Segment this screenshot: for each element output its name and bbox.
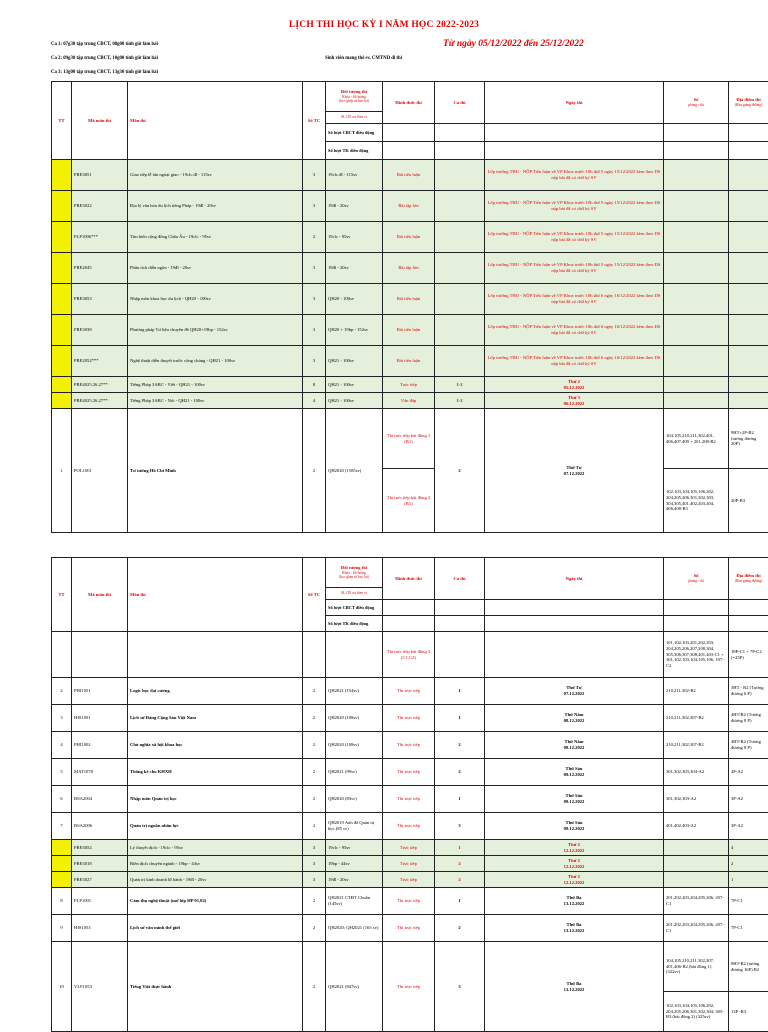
row-tt: 9	[52, 915, 72, 942]
header2-ngay-thi: Ngày thi	[485, 558, 664, 600]
row-tt: 2	[52, 678, 72, 705]
row-tc: 3	[303, 253, 326, 284]
table-row	[52, 915, 768, 942]
row-dd: 3HT - B2 (Tương đương 6 P)	[729, 678, 768, 705]
header-luot-cbct: Số lượt CBCT điều động	[326, 124, 383, 142]
row-ht: Thi trực tiếp	[383, 759, 435, 786]
row-tc: 4	[303, 393, 326, 409]
pre-phong: 101,102,103,201,202,203, 204,205,206,207,208,304, 305,306,307,308,401,403-C1 + 101,102,103,104,105,106, 107-C2	[664, 632, 729, 678]
row-ngay: Thứ 2 05.12.2022	[485, 377, 664, 393]
row-tt	[52, 222, 72, 253]
pol-mon: Tư tưởng Hồ Chí Minh	[128, 409, 303, 533]
row-phong: 401,402,403-A2	[664, 813, 729, 840]
row-ht: Bài tiểu luận	[383, 160, 435, 191]
row-tt: 3	[52, 705, 72, 732]
row-tt: 4	[52, 732, 72, 759]
row-ca	[435, 315, 485, 346]
row-ma: FRE2045	[72, 253, 128, 284]
row-ht: Bài tập lớn	[383, 253, 435, 284]
row-ca: 1-2	[435, 377, 485, 393]
row-tc: 3	[303, 872, 326, 888]
row-dt: QH2021 (99sv)	[326, 759, 383, 786]
shift-note-1: Ca 1: 07g30 tập trung CBCT, 08g00 tính giờ làm bài	[51, 42, 158, 47]
table-row	[52, 191, 768, 222]
row-ngay: Lớp trưởng THU - NỘP Tiểu luận về VP Khoa trước 10h thứ 5 ngày 15/12/2022 kèm theo DS nộp bài đã có chữ ký SV	[485, 253, 664, 284]
row-tc: 3	[303, 284, 326, 315]
row-tc: 3	[303, 160, 326, 191]
table-row	[52, 759, 768, 786]
row-ht: Bài tập lớn	[383, 191, 435, 222]
row-ma: FRE3027	[72, 872, 128, 888]
row-mon: Tìm hiểu cộng đồng Châu Âu - 19clc - 95sv	[128, 222, 303, 253]
row-dt: QH2021 (154sv)	[326, 678, 383, 705]
row-mon: Thống kê cho KHXH	[128, 759, 303, 786]
vlf-phong-2: 102,103,104,105,106,202, 204,205,206,301,302,304, 305-B3 (bài đồng 2) (325sv)	[664, 992, 729, 1032]
header2-luot-tk: Số lượt TK điều động	[326, 616, 383, 632]
row-ngay: Lớp trưởng THU - NỘP Tiểu luận về VP Khoa trước 10h thứ 5 ngày 15/12/2022 kèm theo DS nộp bài đã có chữ ký SV	[485, 222, 664, 253]
row-ht: Bài tiểu luận	[383, 346, 435, 377]
row-phong	[664, 222, 729, 253]
row-ma: FRE3018	[72, 856, 128, 872]
row-dd	[729, 377, 768, 393]
row-tt	[52, 393, 72, 409]
row-mon: Lịch sử Đảng Cộng Sản Việt Nam	[128, 705, 303, 732]
row-ngay: Thứ Năm 08.12.2022	[485, 705, 664, 732]
pol-dt: QH2020 (1585sv)	[326, 409, 383, 533]
row-dt: QH2020 (108sv)	[326, 705, 383, 732]
vlf-phong-1: 104,105,210,211,302,307, 401,406-B2 (bài đồng 1) (322sv)	[664, 942, 729, 992]
row-ma: FLF1006***	[72, 222, 128, 253]
row-tc: 2	[303, 786, 326, 813]
row-dt: QH21 - 100sv	[326, 346, 383, 377]
row-dt: QH21 - 100sv	[326, 377, 383, 393]
row-dd: 3P-A2	[729, 786, 768, 813]
row-dt: QH2019 Anh đã Quản trị học (85 sv)	[326, 813, 383, 840]
row-tt	[52, 284, 72, 315]
row-ngay: Thứ 2 12.12.2022	[485, 840, 664, 856]
row-ca: 2	[435, 759, 485, 786]
row-phong	[664, 315, 729, 346]
table-row	[52, 253, 768, 284]
row-ma: PHI1002	[72, 732, 128, 759]
row-phong: 301,302,303,304-A2	[664, 759, 729, 786]
header2-mon-thi: Môn thi	[128, 558, 303, 632]
row-tt	[52, 377, 72, 393]
row-tc: 2	[303, 888, 326, 915]
table-row	[52, 732, 768, 759]
pol-ngay: Thứ Tư 07.12.2022	[485, 409, 664, 533]
row-tt: 6	[52, 786, 72, 813]
row-tt: 5	[52, 759, 72, 786]
row-tt: 8	[52, 888, 72, 915]
row-dt: 19bp - 44sv	[326, 856, 383, 872]
row-dt: 19clc - 95sv	[326, 840, 383, 856]
row-ma: MAT1078	[72, 759, 128, 786]
row-mon: Logic học đại cương	[128, 678, 303, 705]
pol-dd-1: 9HT+2P-B2 (tương đương 20P)	[729, 409, 768, 469]
row-tc: 3	[303, 315, 326, 346]
row-mon: Lịch sử văn minh thế giới	[128, 915, 303, 942]
row-dt: QH2020 (108sv)	[326, 732, 383, 759]
row-dd: 3P-A2	[729, 813, 768, 840]
row-ca: 1	[435, 678, 485, 705]
vlf-ngay: Thứ Ba 13.12.2022	[485, 942, 664, 1032]
pre-ht: Thi trực tiếp bài đồng 3 (C1,C2)	[383, 632, 435, 678]
row-dt: QH2021 CTĐT Chuẩn (145sv)	[326, 888, 383, 915]
row-ma: FRE3053	[72, 284, 128, 315]
header-tt: TT	[52, 82, 72, 160]
row-ca: 2	[435, 732, 485, 759]
row-dd: 7P-C1	[729, 888, 768, 915]
row-ht: Trực tiếp	[383, 840, 435, 856]
row-phong: 210,211,302,307-B2	[664, 732, 729, 759]
row-phong	[664, 840, 729, 856]
row-mon: Phân tích diễn ngôn - 19đl - 20sv	[128, 253, 303, 284]
header2-ma-mon: Mã môn thi	[72, 558, 128, 632]
row-ht: Thi trực tiếp	[383, 786, 435, 813]
row-mon: Địa lý văn hóa du lịch tiếng Pháp - 19đl - 20sv	[128, 191, 303, 222]
row-ngay: Thứ Sáu 09.12.2022	[485, 759, 664, 786]
row-tc: 3	[303, 346, 326, 377]
header-ma-mon: Mã môn thi	[72, 82, 128, 160]
row-ngay: Thứ Sáu 09.12.2022	[485, 813, 664, 840]
row-ma: FRE3022	[72, 191, 128, 222]
row-ma: BSA2006	[72, 813, 128, 840]
row-phong	[664, 872, 729, 888]
row-ngay: Lớp trưởng THU - NỘP Tiểu luận về VP Khoa trước 10h thứ 6 ngày 16/12/2022 kèm theo DS nộp bài đã có chữ ký SV	[485, 315, 664, 346]
row-dd	[729, 222, 768, 253]
table-row	[52, 840, 768, 856]
row-ngay: Lớp trưởng THU - NỘP Tiểu luận về VP Khoa trước 10h thứ 5 ngày 15/12/2022 kèm theo DS nộp bài đã có chữ ký SV	[485, 191, 664, 222]
row-ht: Vấn đáp	[383, 393, 435, 409]
row-ca	[435, 160, 485, 191]
row-dd: 7P-C1	[729, 915, 768, 942]
row-ngay: Thứ Năm 08.12.2022	[485, 732, 664, 759]
header2-hinh-thuc: Hình thức thi	[383, 558, 435, 600]
row-mon: Biên dịch chuyên ngành - 19bp - 44sv	[128, 856, 303, 872]
header-luot-tk: Số lượt TK điều động	[326, 142, 383, 160]
header-dia-diem: Địa điểm thi (Khu giảng đường)	[729, 82, 768, 124]
vlf-tt: 10	[52, 942, 72, 1032]
row-mon: Quản trị nguồn nhân lực	[128, 813, 303, 840]
vlf-dt: QH2021 (847sv)	[326, 942, 383, 1032]
row-dd	[729, 315, 768, 346]
row-dd: 4P-A2	[729, 759, 768, 786]
row-ht: Thi trực tiếp	[383, 813, 435, 840]
row-dt: 19clc - 95sv	[326, 222, 383, 253]
pre-dd: 18P-C1 + 7P-C2 (=25P)	[729, 632, 768, 678]
row-phong: 301,302,303-A2	[664, 786, 729, 813]
row-ht: Thi trực tiếp	[383, 888, 435, 915]
row-phong	[664, 160, 729, 191]
row-ca	[435, 191, 485, 222]
row-ca: 3	[435, 813, 485, 840]
table-row	[52, 705, 768, 732]
row-phong	[664, 191, 729, 222]
table-row	[52, 888, 768, 915]
header2-luot-cbct: Số lượt CBCT điều động	[326, 600, 383, 616]
table-row	[52, 393, 768, 409]
header2-dia-diem: Địa điểm thi (Khu giảng đường)	[729, 558, 768, 600]
shift-note-3: Ca 3: 13g00 tập trung CBCT, 13g30 tính giờ làm bài	[51, 70, 158, 75]
row-tt	[52, 346, 72, 377]
row-ngay: Lớp trưởng THU - NỘP Tiểu luận về VP Khoa trước 10h thứ 5 ngày 15/12/2022 kèm theo DS nộp bài đã có chữ ký SV	[485, 160, 664, 191]
header2-so-phong: Số phòng - thi	[664, 558, 729, 600]
table-row	[52, 813, 768, 840]
row-dt: 19đl - 20sv	[326, 872, 383, 888]
row-tc: 2	[303, 732, 326, 759]
row-mon: Tiếng Pháp 3ABC - Nói - QH21 - 100sv	[128, 393, 303, 409]
row-dd: 4HT-B2 (Tương đương 8 P)	[729, 705, 768, 732]
row-tc: 2	[303, 813, 326, 840]
header2-so-tc: Số TC	[303, 558, 326, 632]
row-ma: FRE3051	[72, 160, 128, 191]
row-dt: 19clc.đl - 115sv	[326, 160, 383, 191]
row-dt: QH20 + 19bp - 152sv	[326, 315, 383, 346]
row-ca: 2	[435, 915, 485, 942]
row-ca: 2	[435, 856, 485, 872]
header-doi-tuong: Đối tượng thi Khóa - Số lượng (học ghép từ học lại)	[326, 82, 383, 112]
header2-doi-tuong: Đối tượng thi Khóa - Số lượng (học ghép từ học lại)	[326, 558, 383, 588]
row-tt	[52, 856, 72, 872]
row-tt	[52, 160, 72, 191]
row-ht: Thi trực tiếp	[383, 705, 435, 732]
table-row	[52, 872, 768, 888]
row-ht: Bài tiểu luận	[383, 315, 435, 346]
table-row	[52, 377, 768, 393]
table-row	[52, 678, 768, 705]
header2-ca-thi: Ca thi	[435, 558, 485, 600]
schedule-table-2	[51, 557, 768, 1032]
row-mon: Lý thuyết dịch - 19clc - 95sv	[128, 840, 303, 856]
pol-phong-2: 102,103,104,105,106,202, 204,205,206,301,302,303, 304,305,401,402,403,404, 406,408-B3	[664, 469, 729, 533]
header2-sl-cb: SL CB coi theo vị	[326, 588, 383, 600]
row-ma: FRE4025.26.27**	[72, 393, 128, 409]
row-tc: 2	[303, 759, 326, 786]
date-range: Từ ngày 05/12/2022 đến 25/12/2022	[443, 39, 584, 49]
row-ngay: Thứ 2 12.12.2022	[485, 856, 664, 872]
row-phong: 201,202,203,204,205,206, 207-C1	[664, 888, 729, 915]
row-mon: Chủ nghĩa xã hội khoa học	[128, 732, 303, 759]
vlf-mon: Tiếng Việt thực hành	[128, 942, 303, 1032]
row-ca: 1-2	[435, 393, 485, 409]
row-mon: Phương pháp Tư liệu chuyên đề QH20+19bp - 152sv	[128, 315, 303, 346]
row-ht: Thi trực tiếp	[383, 678, 435, 705]
shift-note-2: Ca 2: 09g30 tập trung CBCT, 10g00 tính giờ làm bài	[51, 56, 158, 61]
header-mon-thi: Môn thi	[128, 82, 303, 160]
table-row	[52, 346, 768, 377]
schedule-table-1	[51, 81, 768, 533]
row-ht: Thi trực tiếp	[383, 732, 435, 759]
row-phong	[664, 393, 729, 409]
row-tt	[52, 315, 72, 346]
row-phong: 201,202,203,204,205,206, 207-C1	[664, 915, 729, 942]
row-mon: Nhập môn khoa học du lịch - QH20 - 100sv	[128, 284, 303, 315]
table-row	[52, 160, 768, 191]
row-ca: 1	[435, 786, 485, 813]
row-ngay: Thứ Sáu 09.12.2022	[485, 786, 664, 813]
row-ca	[435, 346, 485, 377]
row-mon: Cảm thụ nghệ thuật (mở lớp HP 01,02)	[128, 888, 303, 915]
row-dd	[729, 393, 768, 409]
row-tt: 7	[52, 813, 72, 840]
pol-tt: 1	[52, 409, 72, 533]
row-tc: 3	[303, 840, 326, 856]
pol-dd-2: 20P-B3	[729, 469, 768, 533]
header-so-phong: Số phòng - thi	[664, 82, 729, 124]
row-ngay: Thứ 2 12.12.2022	[485, 872, 664, 888]
table-row	[52, 315, 768, 346]
row-tc: 2	[303, 705, 326, 732]
vlf-tc: 2	[303, 942, 326, 1032]
row-ma: PHI1051	[72, 678, 128, 705]
row-dd	[729, 253, 768, 284]
row-ca: 2	[435, 872, 485, 888]
row-dd	[729, 160, 768, 191]
row-mon: Nghệ thuật diễn thuyết trước công chúng - QH21 - 100sv	[128, 346, 303, 377]
row-ngay: Thứ Ba 13.12.2022	[485, 915, 664, 942]
row-phong: 210,211,302-B2	[664, 678, 729, 705]
vlf-dd-1: 8HT-B2 (tương đương 16P) B2	[729, 942, 768, 992]
row-phong: 210,211,302,307-B2	[664, 705, 729, 732]
row-ca	[435, 222, 485, 253]
row-tt	[52, 872, 72, 888]
row-ngay: Lớp trưởng THU - NỘP Tiểu luận về VP Khoa trước 10h thứ 6 ngày 16/12/2022 kèm theo DS nộp bài đã có chữ ký SV	[485, 284, 664, 315]
row-phong	[664, 377, 729, 393]
pol-ht-1: Thi trực tiếp bài đồng 1 (B1)	[383, 409, 435, 469]
row-dd: 4	[729, 840, 768, 856]
row-ht: Trực tiếp	[383, 377, 435, 393]
pol-phong-1: 104,105,210,211,302,401, 406,407,409 + 201,208-B2	[664, 409, 729, 469]
row-ma: FRE2052***	[72, 346, 128, 377]
row-phong	[664, 856, 729, 872]
row-dt: QH2020; QH2021 (165 sv)	[326, 915, 383, 942]
row-mon: Quản trị kinh doanh lữ hành - 19đl - 20sv	[128, 872, 303, 888]
table-row	[52, 222, 768, 253]
row-ca: 1	[435, 705, 485, 732]
header2-tt: TT	[52, 558, 72, 632]
row-tc: 8	[303, 377, 326, 393]
pol-ma: POL1001	[72, 409, 128, 533]
row-tc: 3	[303, 856, 326, 872]
row-phong	[664, 253, 729, 284]
row-ht: Trực tiếp	[383, 856, 435, 872]
page-title: LỊCH THI HỌC KỲ I NĂM HỌC 2022-2023	[0, 20, 768, 30]
row-mon: Giao tiếp lễ tân ngoại giao - 19clc.đl - 115sv	[128, 160, 303, 191]
table-row	[52, 284, 768, 315]
vlf-ma: VLF1053	[72, 942, 128, 1032]
row-ca: 1	[435, 840, 485, 856]
row-dt: QH2020 (83sv)	[326, 786, 383, 813]
row-tt	[52, 191, 72, 222]
row-ma: HIS1053	[72, 915, 128, 942]
row-dd: 4HT-B2 (Tương đương 8 P)	[729, 732, 768, 759]
header-so-tc: Số TC	[303, 82, 326, 160]
vlf-dd-2: 13P -B3	[729, 992, 768, 1032]
row-ht: Bài tiểu luận	[383, 284, 435, 315]
vlf-ht: Thi trực tiếp	[383, 942, 435, 1032]
table-row	[52, 856, 768, 872]
row-ht: Thi trực tiếp	[383, 915, 435, 942]
row-dd	[729, 284, 768, 315]
pol-ca: 2	[435, 409, 485, 533]
row-dt: QH20 - 100sv	[326, 284, 383, 315]
table-row	[52, 786, 768, 813]
row-dd	[729, 346, 768, 377]
header-ca-thi: Ca thi	[435, 82, 485, 124]
row-phong	[664, 284, 729, 315]
row-tt	[52, 840, 72, 856]
row-ma: BSA2004	[72, 786, 128, 813]
row-dd	[729, 191, 768, 222]
student-note: Sinh viên mang thẻ sv, CMTND đi thi	[325, 56, 402, 61]
header-hinh-thuc: Hình thức thi	[383, 82, 435, 124]
row-ngay: Thứ Ba 13.12.2022	[485, 888, 664, 915]
pol-tc: 2	[303, 409, 326, 533]
row-dt: 19đl - 20sv	[326, 191, 383, 222]
row-ngay: Thứ 3 06.12.2022	[485, 393, 664, 409]
row-ca	[435, 253, 485, 284]
row-dd: 2	[729, 856, 768, 872]
row-tc: 2	[303, 915, 326, 942]
row-tc: 3	[303, 191, 326, 222]
row-tc: 2	[303, 678, 326, 705]
header-ngay-thi: Ngày thi	[485, 82, 664, 124]
row-ngay: Thứ Tư 07.12.2022	[485, 678, 664, 705]
row-phong	[664, 346, 729, 377]
row-dt: 19đl - 20sv	[326, 253, 383, 284]
row-ma: FRE4025.26.27**	[72, 377, 128, 393]
row-ht: Bài tiểu luận	[383, 222, 435, 253]
row-ca: 1	[435, 888, 485, 915]
row-ma: FRE3052	[72, 840, 128, 856]
vlf-ca: 3	[435, 942, 485, 1032]
row-tt	[52, 253, 72, 284]
row-tc: 2	[303, 222, 326, 253]
header-sl-cb: SL CB coi theo vị	[326, 112, 383, 124]
row-mon: Tiếng Pháp 3ABC - Viết - QH21 - 100sv	[128, 377, 303, 393]
pol-ht-2: Thi trực tiếp bài đồng 2 (B1)	[383, 469, 435, 533]
row-ht: Trực tiếp	[383, 872, 435, 888]
row-dt: QH21 - 100sv	[326, 393, 383, 409]
row-ma: HIS1001	[72, 705, 128, 732]
row-ngay: Lớp trưởng THU - NỘP Tiểu luận về VP Khoa trước 10h thứ 6 ngày 16/12/2022 kèm theo DS nộp bài đã có chữ ký SV	[485, 346, 664, 377]
row-ma: FRE3038	[72, 315, 128, 346]
row-dd: 1	[729, 872, 768, 888]
row-mon: Nhập môn Quản trị học	[128, 786, 303, 813]
row-ca	[435, 284, 485, 315]
row-ma: FLF1001	[72, 888, 128, 915]
